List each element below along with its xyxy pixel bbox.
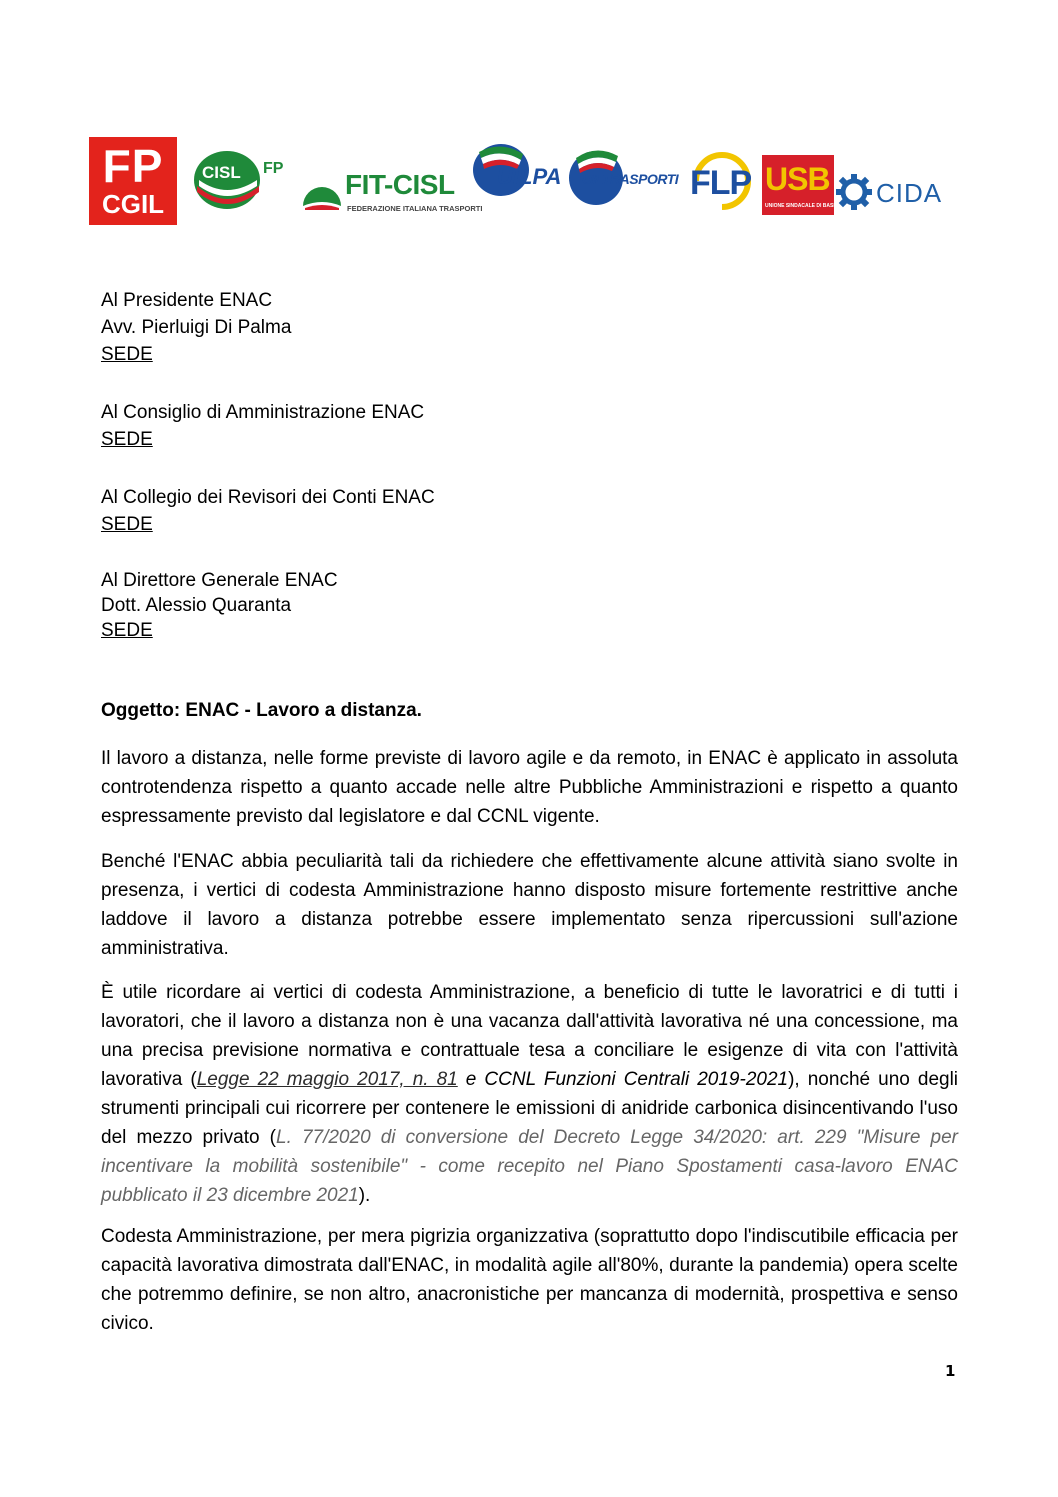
recipient-block-consiglio xyxy=(101,399,424,453)
usb-sub: UNIONE SINDACALE DI BASE xyxy=(765,203,837,209)
recipient-line: Al Direttore Generale ENAC xyxy=(101,570,338,591)
flp-logo xyxy=(686,150,758,212)
paragraph-3-text-a: È utile ricordare ai vertici di codesta Amministrazione, a beneficio di tutte le lavoratrici e di tutti i lavoratori, che il lavoro a distanza non è una vacanza dall'attività lavorativa né una concessione, ma una precisa previsione normativa e contrattuale tesa a conciliare le esigenze di vita con l'attività lavorativa ( xyxy=(101,982,958,1090)
gear-icon xyxy=(836,174,872,210)
recipient-sede: SEDE xyxy=(101,514,153,535)
paragraph-2: Benché l'ENAC abbia peculiarità tali da richiedere che effettivamente alcune attività siano svolte in presenza, i vertici di codesta Amministrazione hanno disposto misure fortemente restrittive anche laddove il lavoro a distanza potrebbe essere implementato senza ripercussioni sull'azione amministrativa. xyxy=(101,851,958,959)
cisl-fp-suffix: FP xyxy=(263,160,284,177)
recipient-block-presidente xyxy=(101,287,291,368)
paragraph-1: Il lavoro a distanza, nelle forme previste di lavoro agile e da remoto, in ENAC è applicato in assoluta controtendenza rispetto a quanto accade nelle altre Pubbliche Amministrazioni e rispetto a quanto espressamente previsto dal legislatore e dal CCNL vigente. xyxy=(101,748,958,827)
fit-cisl-logo xyxy=(301,163,483,221)
uiltrasporti-main: UILTRASPORTI xyxy=(582,171,679,187)
fp-cgil-logo-top: FP xyxy=(102,140,164,192)
cida-main: CIDA xyxy=(876,178,943,208)
decreto-reference: L. 77/2020 di conversione del Decreto Legge 34/2020: art. 229 "Misure per incentivare la mobilità sostenibile" - come recepito nel Piano Spostamenti casa-lavoro ENAC pubblicato il 23 dicembre 2021 xyxy=(101,1127,958,1206)
recipient-sede: SEDE xyxy=(101,429,153,450)
recipient-line: Dott. Alessio Quaranta xyxy=(101,595,292,616)
paragraph-3-text-d: ). xyxy=(358,1185,371,1206)
recipient-line: Al Collegio dei Revisori dei Conti ENAC xyxy=(101,487,435,508)
usb-main: USB xyxy=(765,161,830,197)
fit-cisl-emblem-icon xyxy=(301,168,343,210)
paragraph-3 xyxy=(101,978,958,1210)
fit-cisl-main: FIT-CISL xyxy=(345,169,455,200)
uiltrasporti-logo xyxy=(566,142,678,208)
paragraph-4: Codesta Amministrazione, per mera pigrizia organizzativa (soprattutto dopo l'indiscutibile efficacia per capacità lavorativa dimostrata dall'ENAC, in modalità agile all'80%, durante la pandemia) opera scelte che potremmo definire, se non altro, anacronistiche per mancanza di modernità, prospettiva e senso civico. xyxy=(101,1226,958,1334)
recipient-sede: SEDE xyxy=(101,620,153,641)
recipient-line: Al Consiglio di Amministrazione ENAC xyxy=(101,402,425,423)
fp-cgil-logo xyxy=(89,137,177,225)
recipient-block-collegio xyxy=(101,484,435,538)
flp-main: FLP xyxy=(690,164,752,202)
usb-logo xyxy=(762,155,837,215)
page-number: 1 xyxy=(945,1362,956,1380)
paragraph-3-text-c: ), nonché uno degli strumenti principali cui ricorrere per contenere le emissioni di anidride carbonica disincentivando l'uso del mezzo privato ( xyxy=(101,1069,959,1148)
legge-81-link[interactable]: Legge 22 maggio 2017, n. 81 xyxy=(196,1069,458,1090)
recipient-sede: SEDE xyxy=(101,344,153,365)
uilpa-logo xyxy=(471,140,563,198)
fit-cisl-sub: FEDERAZIONE ITALIANA TRASPORTI xyxy=(347,204,483,213)
fp-cgil-logo-bottom: CGIL xyxy=(101,189,165,219)
recipient-block-direttore xyxy=(101,568,338,643)
recipient-line: Avv. Pierluigi Di Palma xyxy=(101,317,292,338)
ccnl-reference: e CCNL Funzioni Centrali 2019-2021 xyxy=(457,1069,789,1090)
cida-logo xyxy=(836,172,956,216)
recipient-line: Al Presidente ENAC xyxy=(101,290,273,311)
uilpa-main: UILPA xyxy=(497,164,562,189)
cisl-fp-logo xyxy=(193,150,293,212)
subject-line: Oggetto: ENAC - Lavoro a distanza. xyxy=(101,700,422,721)
cisl-fp-main: CISL xyxy=(202,163,241,182)
